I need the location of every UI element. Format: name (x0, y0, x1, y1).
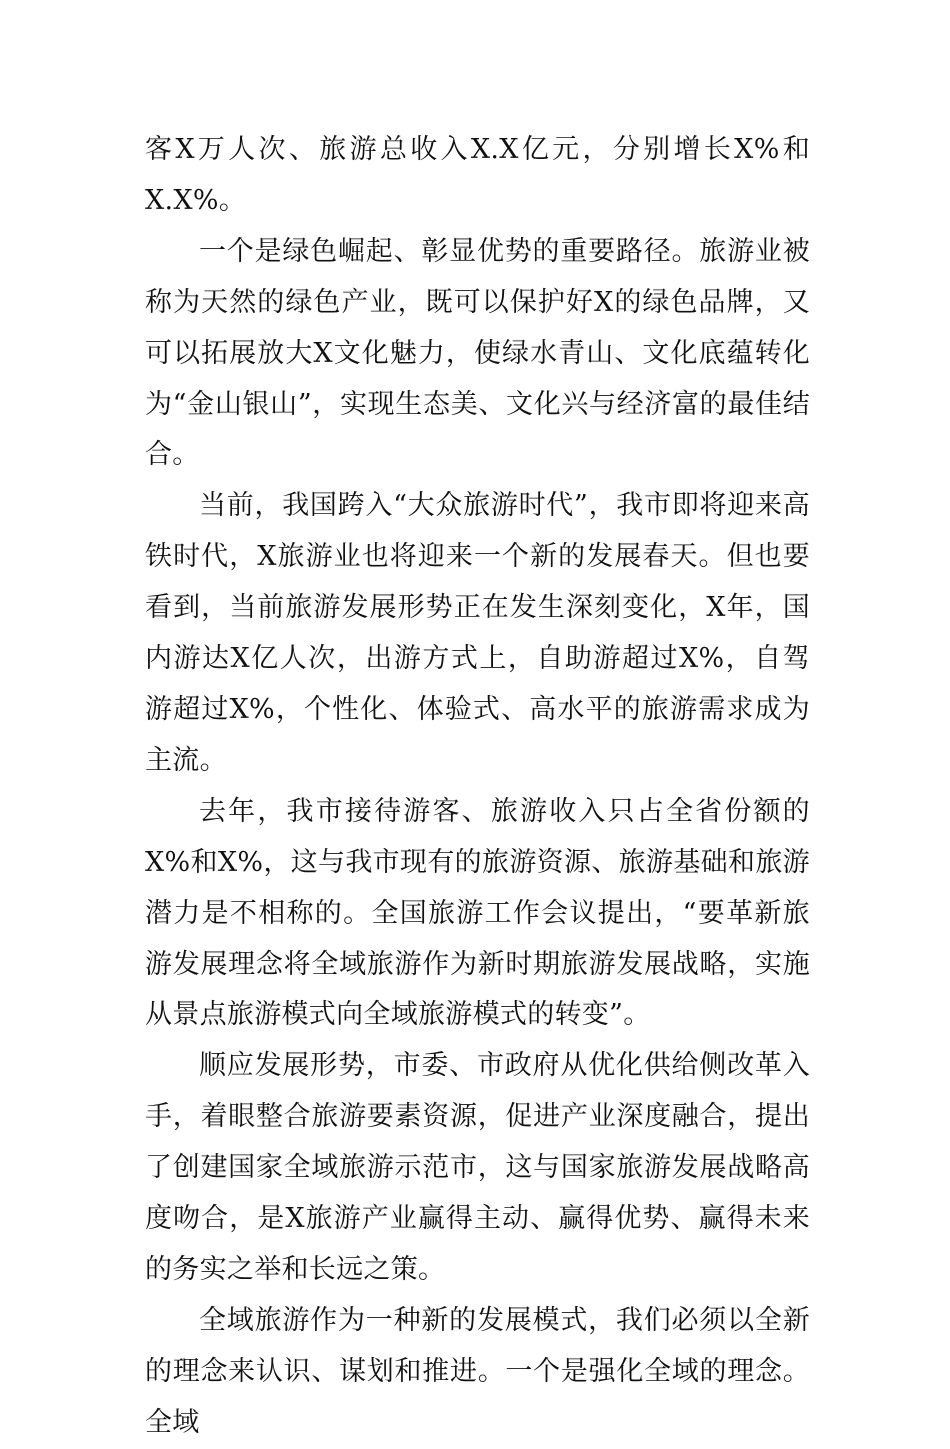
paragraph-6: 全域旅游作为一种新的发展模式，我们必须以全新的理念来认识、谋划和推进。一个是强化全域的理念。全域 (145, 1304, 810, 1438)
paragraph-5: 顺应发展形势，市委、市政府从优化供给侧改革入手，着眼整合旅游要素资源，促进产业深度融合，提出了创建国家全域旅游示范市，这与国家旅游发展战略高度吻合，是X旅游产业赢得主动、赢得优势、赢得未来的务实之举和长远之策。 (145, 1050, 810, 1285)
paragraph-2: 一个是绿色崛起、彰显优势的重要路径。旅游业被称为天然的绿色产业，既可以保护好X的绿色品牌，又可以拓展放大X文化魅力，使绿水青山、文化底蕴转化为“金山银山”，实现生态美、文化兴与经济富的最佳结合。 (145, 235, 810, 471)
paragraph-4: 去年，我市接待游客、旅游收入只占全省份额的X%和X%，这与我市现有的旅游资源、旅游基础和旅游潜力是不相称的。全国旅游工作会议提出，“要革新旅游发展理念将全域旅游作为新时期旅游发展战略，实施从景点旅游模式向全域旅游模式的转变”。 (145, 795, 810, 1031)
document-body (145, 125, 810, 1449)
paragraph-3: 当前，我国跨入“大众旅游时代”，我市即将迎来高铁时代，X旅游业也将迎来一个新的发展春天。但也要看到，当前旅游发展形势正在发生深刻变化，X年，国内游达X亿人次，出游方式上，自助游超过X%，自驾游超过X%，个性化、体验式、高水平的旅游需求成为主流。 (145, 490, 810, 776)
paragraph-1: 客X万人次、旅游总收入X.X亿元，分别增长X%和X.X%。 (145, 134, 810, 216)
